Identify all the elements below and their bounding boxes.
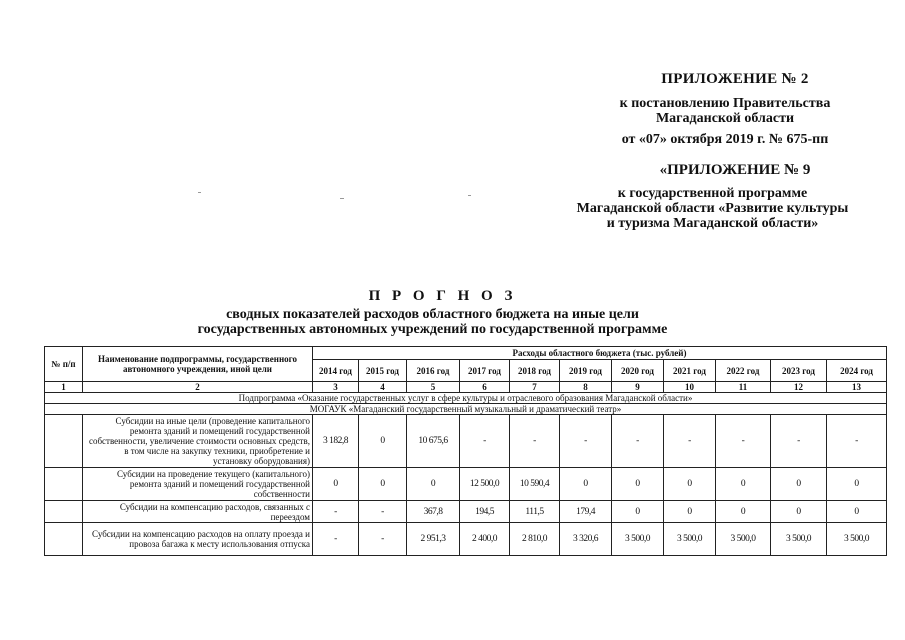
row-value: 0 xyxy=(716,468,771,501)
row-value: 12 500,0 xyxy=(460,468,510,501)
year-header: 2017 год xyxy=(460,360,510,382)
row-value: 3 500,0 xyxy=(771,523,827,556)
col-number: 11 xyxy=(716,382,771,393)
row-value: - xyxy=(560,415,612,468)
table-row xyxy=(45,523,887,556)
row-value: 194,5 xyxy=(460,501,510,523)
document-title: П Р О Г Н О З xyxy=(368,288,517,304)
document-subtitle-line1: сводных показателей расходов областного бюджета на иные цели xyxy=(226,307,639,322)
row-value: - xyxy=(612,415,664,468)
col-number: 12 xyxy=(771,382,827,393)
row-value: 179,4 xyxy=(560,501,612,523)
row-value: 2 951,3 xyxy=(407,523,460,556)
col-number: 8 xyxy=(560,382,612,393)
row-value: 3 500,0 xyxy=(827,523,887,556)
col-number: 10 xyxy=(664,382,716,393)
col-header-expenses: Расходы областного бюджета (тыс. рублей) xyxy=(313,347,887,360)
row-value: 3 500,0 xyxy=(664,523,716,556)
row-number xyxy=(45,415,83,468)
row-value: 10 590,4 xyxy=(510,468,560,501)
row-number xyxy=(45,523,83,556)
row-value: - xyxy=(771,415,827,468)
year-header: 2023 год xyxy=(771,360,827,382)
row-value: - xyxy=(313,501,359,523)
row-value: 0 xyxy=(612,501,664,523)
document-subtitle-line2: государственных автономных учреждений по государственной программе xyxy=(197,322,668,337)
table-row xyxy=(45,468,887,501)
program-reference: к государственной программе Магаданской области «Развитие культуры и туризма Магаданской области» xyxy=(576,186,849,231)
appendix-title: ПРИЛОЖЕНИЕ № 2 xyxy=(661,71,809,87)
row-value: 0 xyxy=(313,468,359,501)
subprogram-row: Подпрограмма «Оказание государственных услуг в сфере культуры и отраслевого образования Магаданской области» xyxy=(45,393,887,404)
row-value: 0 xyxy=(771,501,827,523)
row-value: 367,8 xyxy=(407,501,460,523)
col-number: 9 xyxy=(612,382,664,393)
row-value: - xyxy=(313,523,359,556)
row-value: 2 400,0 xyxy=(460,523,510,556)
to-resolution: к постановлению Правительства Магаданской области xyxy=(619,96,831,126)
row-value: 2 810,0 xyxy=(510,523,560,556)
row-number xyxy=(45,501,83,523)
row-name: Субсидии на иные цели (проведение капитального ремонта зданий и помещений государственной собственности, увеличение стоимости основных средств, в том числе на закупку техники, приобретение и установку оборудования) xyxy=(83,415,313,468)
year-header: 2015 год xyxy=(359,360,407,382)
row-number xyxy=(45,468,83,501)
row-value: 3 500,0 xyxy=(716,523,771,556)
row-value: - xyxy=(510,415,560,468)
row-value: 0 xyxy=(827,468,887,501)
row-name: Субсидии на проведение текущего (капитального) ремонта зданий и помещений государственной собственности xyxy=(83,468,313,501)
year-header: 2020 год xyxy=(612,360,664,382)
scan-artifact xyxy=(340,198,344,199)
scan-artifact xyxy=(198,192,201,193)
row-value: - xyxy=(664,415,716,468)
row-value: 0 xyxy=(612,468,664,501)
row-value: 3 182,8 xyxy=(313,415,359,468)
row-value: 0 xyxy=(664,501,716,523)
row-value: - xyxy=(359,501,407,523)
forecast-table xyxy=(44,346,887,556)
row-value: 10 675,6 xyxy=(407,415,460,468)
table-row xyxy=(45,501,887,523)
col-number: 6 xyxy=(460,382,510,393)
row-name: Субсидии на компенсацию расходов на оплату проезда и провоза багажа к месту использования отпуска xyxy=(83,523,313,556)
row-value: 0 xyxy=(827,501,887,523)
date-number: от «07» октября 2019 г. № 675-пп xyxy=(621,132,829,147)
col-header-name: Наименование подпрограммы, государственного автономного учреждения, иной цели xyxy=(83,347,313,382)
row-value: 0 xyxy=(560,468,612,501)
institution-row: МОГАУК «Магаданский государственный музыкальный и драматический театр» xyxy=(45,404,887,415)
year-header: 2014 год xyxy=(313,360,359,382)
row-value: 0 xyxy=(359,415,407,468)
col-number: 1 xyxy=(45,382,83,393)
row-value: 0 xyxy=(716,501,771,523)
row-value: - xyxy=(827,415,887,468)
col-header-number: № п/п xyxy=(45,347,83,382)
year-header: 2018 год xyxy=(510,360,560,382)
row-value: 0 xyxy=(771,468,827,501)
table-row xyxy=(45,415,887,468)
col-number: 4 xyxy=(359,382,407,393)
col-number: 5 xyxy=(407,382,460,393)
row-value: 0 xyxy=(359,468,407,501)
year-header: 2019 год xyxy=(560,360,612,382)
scan-artifact xyxy=(468,195,471,196)
col-number: 2 xyxy=(83,382,313,393)
row-name: Субсидии на компенсацию расходов, связанных с переездом xyxy=(83,501,313,523)
year-header: 2016 год xyxy=(407,360,460,382)
year-header: 2024 год xyxy=(827,360,887,382)
row-value: 3 320,6 xyxy=(560,523,612,556)
row-value: 3 500,0 xyxy=(612,523,664,556)
col-number: 13 xyxy=(827,382,887,393)
row-value: 0 xyxy=(407,468,460,501)
col-number: 3 xyxy=(313,382,359,393)
row-value: - xyxy=(359,523,407,556)
row-value: 111,5 xyxy=(510,501,560,523)
row-value: 0 xyxy=(664,468,716,501)
nested-appendix-title: «ПРИЛОЖЕНИЕ № 9 xyxy=(659,162,811,178)
year-header: 2022 год xyxy=(716,360,771,382)
year-header: 2021 год xyxy=(664,360,716,382)
row-value: - xyxy=(460,415,510,468)
col-number: 7 xyxy=(510,382,560,393)
row-value: - xyxy=(716,415,771,468)
